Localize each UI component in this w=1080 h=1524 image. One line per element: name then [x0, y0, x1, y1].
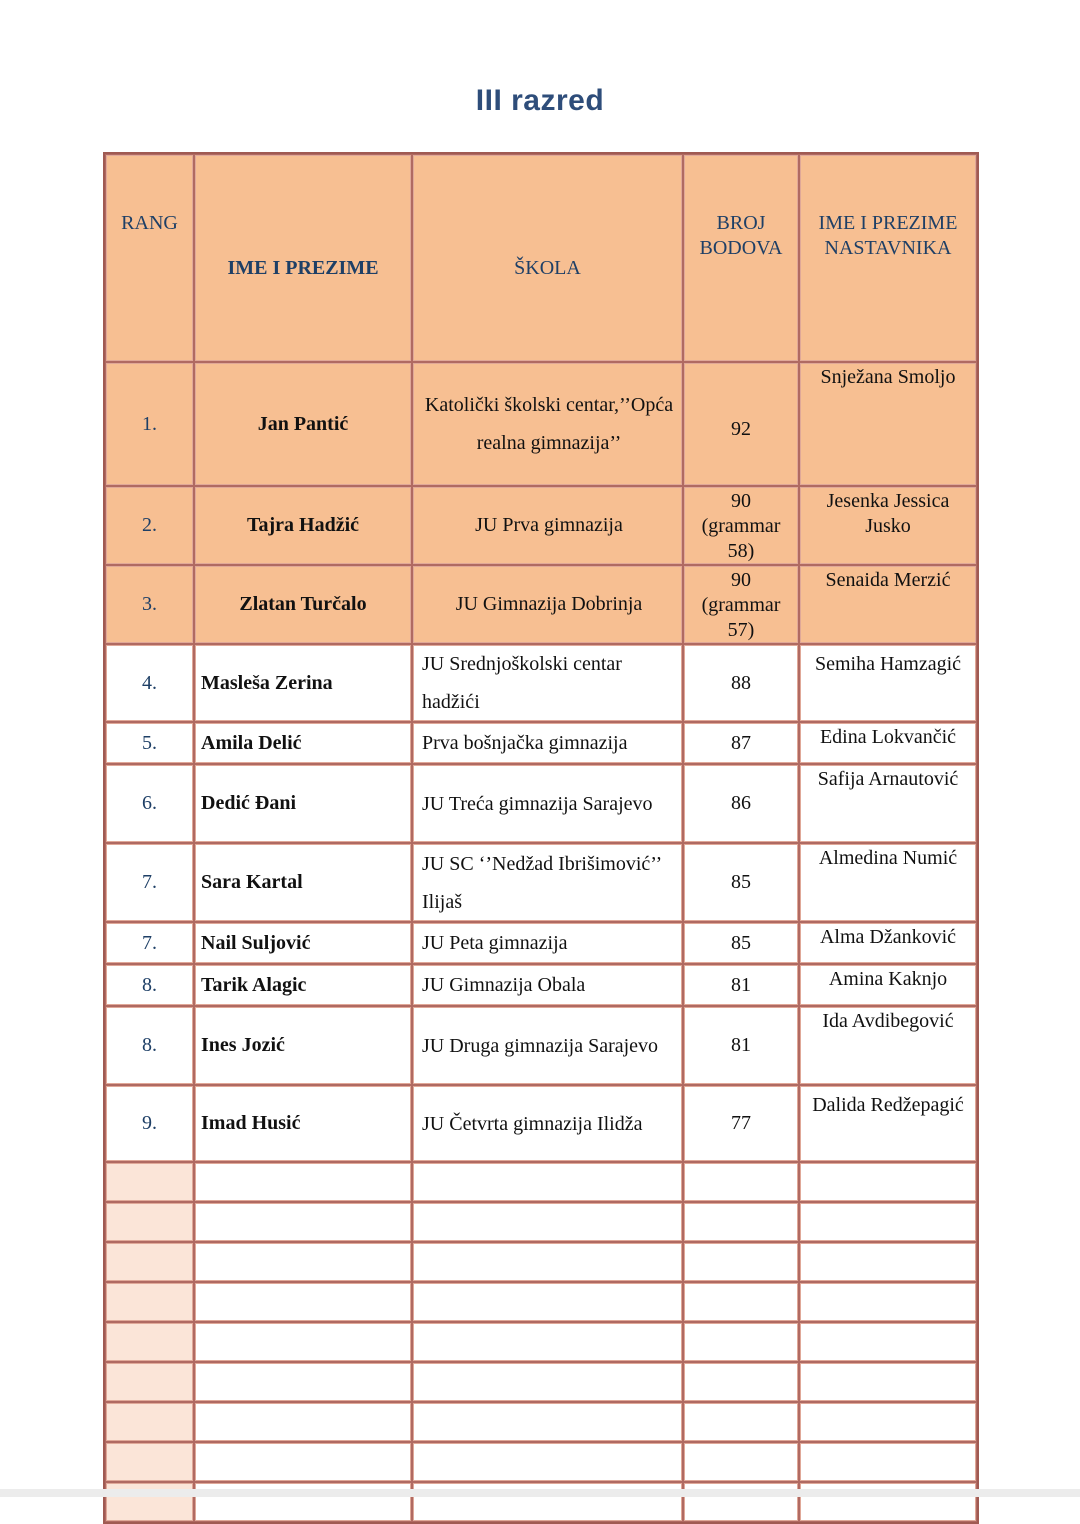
table-row — [105, 843, 977, 922]
school-cell: JU Peta gimnazija — [412, 922, 683, 964]
empty-cell — [412, 1482, 683, 1522]
empty-cell — [412, 1242, 683, 1282]
empty-cell — [683, 1242, 799, 1282]
school-cell: JU SC ‘’Nedžad Ibrišimović’’ Ilijaš — [412, 843, 683, 922]
empty-cell — [194, 1322, 412, 1362]
empty-cell — [799, 1442, 977, 1482]
empty-cell — [194, 1482, 412, 1522]
student-name-cell: Nail Suljović — [194, 922, 412, 964]
empty-cell — [683, 1442, 799, 1482]
empty-cell — [194, 1162, 412, 1202]
empty-cell — [799, 1402, 977, 1442]
empty-cell — [194, 1282, 412, 1322]
student-name-cell: Amila Delić — [194, 722, 412, 764]
empty-cell — [683, 1162, 799, 1202]
empty-cell — [105, 1442, 194, 1482]
empty-cell — [683, 1402, 799, 1442]
table-row — [105, 764, 977, 843]
table-row — [105, 362, 977, 486]
points-cell: 90 (grammar 57) — [683, 565, 799, 644]
empty-row — [105, 1402, 977, 1442]
empty-cell — [412, 1202, 683, 1242]
empty-cell — [194, 1362, 412, 1402]
student-name-cell: Masleša Zerina — [194, 644, 412, 722]
empty-cell — [194, 1202, 412, 1242]
student-name-cell: Tarik Alagic — [194, 964, 412, 1006]
school-cell: Prva bošnjačka gimnazija — [412, 722, 683, 764]
empty-cell — [105, 1402, 194, 1442]
table-row — [105, 1006, 977, 1085]
empty-cell — [105, 1482, 194, 1522]
teacher-cell: Almedina Numić — [799, 843, 977, 922]
teacher-cell: Senaida Merzić — [799, 565, 977, 644]
student-name-cell: Jan Pantić — [194, 362, 412, 486]
empty-row — [105, 1202, 977, 1242]
empty-row — [105, 1162, 977, 1202]
school-cell: JU Treća gimnazija Sarajevo — [412, 764, 683, 843]
rank-cell: 4. — [105, 644, 194, 722]
rank-cell: 8. — [105, 964, 194, 1006]
student-name-cell: Zlatan Turčalo — [194, 565, 412, 644]
teacher-cell: Snježana Smoljo — [799, 362, 977, 486]
bottom-edge-strip — [0, 1489, 1080, 1497]
teacher-cell: Edina Lokvančić — [799, 722, 977, 764]
header-rank: RANG — [105, 154, 194, 362]
empty-cell — [799, 1202, 977, 1242]
empty-cell — [412, 1442, 683, 1482]
school-cell: JU Četvrta gimnazija Ilidža — [412, 1085, 683, 1162]
rank-cell: 7. — [105, 922, 194, 964]
table-row — [105, 964, 977, 1006]
empty-cell — [799, 1322, 977, 1362]
points-cell: 90 (grammar 58) — [683, 486, 799, 565]
school-cell: JU Druga gimnazija Sarajevo — [412, 1006, 683, 1085]
student-name-cell: Tajra Hadžić — [194, 486, 412, 565]
empty-cell — [683, 1362, 799, 1402]
points-cell: 92 — [683, 362, 799, 486]
empty-cell — [799, 1242, 977, 1282]
empty-cell — [194, 1442, 412, 1482]
student-name-cell: Imad Husić — [194, 1085, 412, 1162]
page-title: III razred — [475, 84, 605, 117]
empty-row — [105, 1362, 977, 1402]
empty-cell — [799, 1482, 977, 1522]
header-row — [105, 154, 977, 362]
rank-cell: 2. — [105, 486, 194, 565]
school-cell: Katolički školski centar,’’Opća realna gimnazija’’ — [412, 362, 683, 486]
empty-cell — [799, 1362, 977, 1402]
empty-cell — [105, 1162, 194, 1202]
points-cell: 86 — [683, 764, 799, 843]
empty-cell — [412, 1162, 683, 1202]
table-row — [105, 644, 977, 722]
empty-cell — [683, 1482, 799, 1522]
table-row — [105, 565, 977, 644]
teacher-cell: Amina Kaknjo — [799, 964, 977, 1006]
header-school: ŠKOLA — [412, 154, 683, 362]
points-cell: 81 — [683, 964, 799, 1006]
table-row — [105, 1085, 977, 1162]
empty-cell — [412, 1402, 683, 1442]
rank-cell: 3. — [105, 565, 194, 644]
table-row — [105, 722, 977, 764]
empty-cell — [412, 1322, 683, 1362]
school-cell: JU Gimnazija Dobrinja — [412, 565, 683, 644]
empty-cell — [105, 1362, 194, 1402]
empty-cell — [105, 1202, 194, 1242]
empty-cell — [105, 1242, 194, 1282]
empty-row — [105, 1282, 977, 1322]
teacher-cell: Jesenka Jessica Jusko — [799, 486, 977, 565]
header-points: BROJ BODOVA — [683, 154, 799, 362]
student-name-cell: Sara Kartal — [194, 843, 412, 922]
points-cell: 85 — [683, 843, 799, 922]
empty-cell — [799, 1282, 977, 1322]
points-cell: 81 — [683, 1006, 799, 1085]
teacher-cell: Alma Džanković — [799, 922, 977, 964]
empty-cell — [105, 1282, 194, 1322]
results-table — [103, 152, 979, 1524]
student-name-cell: Dedić Đani — [194, 764, 412, 843]
table-row — [105, 486, 977, 565]
empty-cell — [412, 1282, 683, 1322]
teacher-cell: Safija Arnautović — [799, 764, 977, 843]
empty-cell — [683, 1322, 799, 1362]
school-cell: JU Srednjoškolski centar hadžići — [412, 644, 683, 722]
school-cell: JU Gimnazija Obala — [412, 964, 683, 1006]
empty-row — [105, 1442, 977, 1482]
rank-cell: 8. — [105, 1006, 194, 1085]
empty-cell — [105, 1322, 194, 1362]
rank-cell: 7. — [105, 843, 194, 922]
points-cell: 85 — [683, 922, 799, 964]
points-cell: 77 — [683, 1085, 799, 1162]
empty-row — [105, 1242, 977, 1282]
table-row — [105, 922, 977, 964]
teacher-cell: Semiha Hamzagić — [799, 644, 977, 722]
empty-cell — [683, 1282, 799, 1322]
school-cell: JU Prva gimnazija — [412, 486, 683, 565]
empty-cell — [194, 1402, 412, 1442]
empty-cell — [799, 1162, 977, 1202]
header-teacher: IME I PREZIME NASTAVNIKA — [799, 154, 977, 362]
empty-cell — [194, 1242, 412, 1282]
empty-row — [105, 1482, 977, 1522]
student-name-cell: Ines Jozić — [194, 1006, 412, 1085]
rank-cell: 6. — [105, 764, 194, 843]
rank-cell: 9. — [105, 1085, 194, 1162]
points-cell: 87 — [683, 722, 799, 764]
teacher-cell: Ida Avdibegović — [799, 1006, 977, 1085]
teacher-cell: Dalida Redžepagić — [799, 1085, 977, 1162]
empty-row — [105, 1322, 977, 1362]
rank-cell: 5. — [105, 722, 194, 764]
empty-cell — [683, 1202, 799, 1242]
empty-cell — [412, 1362, 683, 1402]
points-cell: 88 — [683, 644, 799, 722]
rank-cell: 1. — [105, 362, 194, 486]
header-name: IME I PREZIME — [194, 154, 412, 362]
